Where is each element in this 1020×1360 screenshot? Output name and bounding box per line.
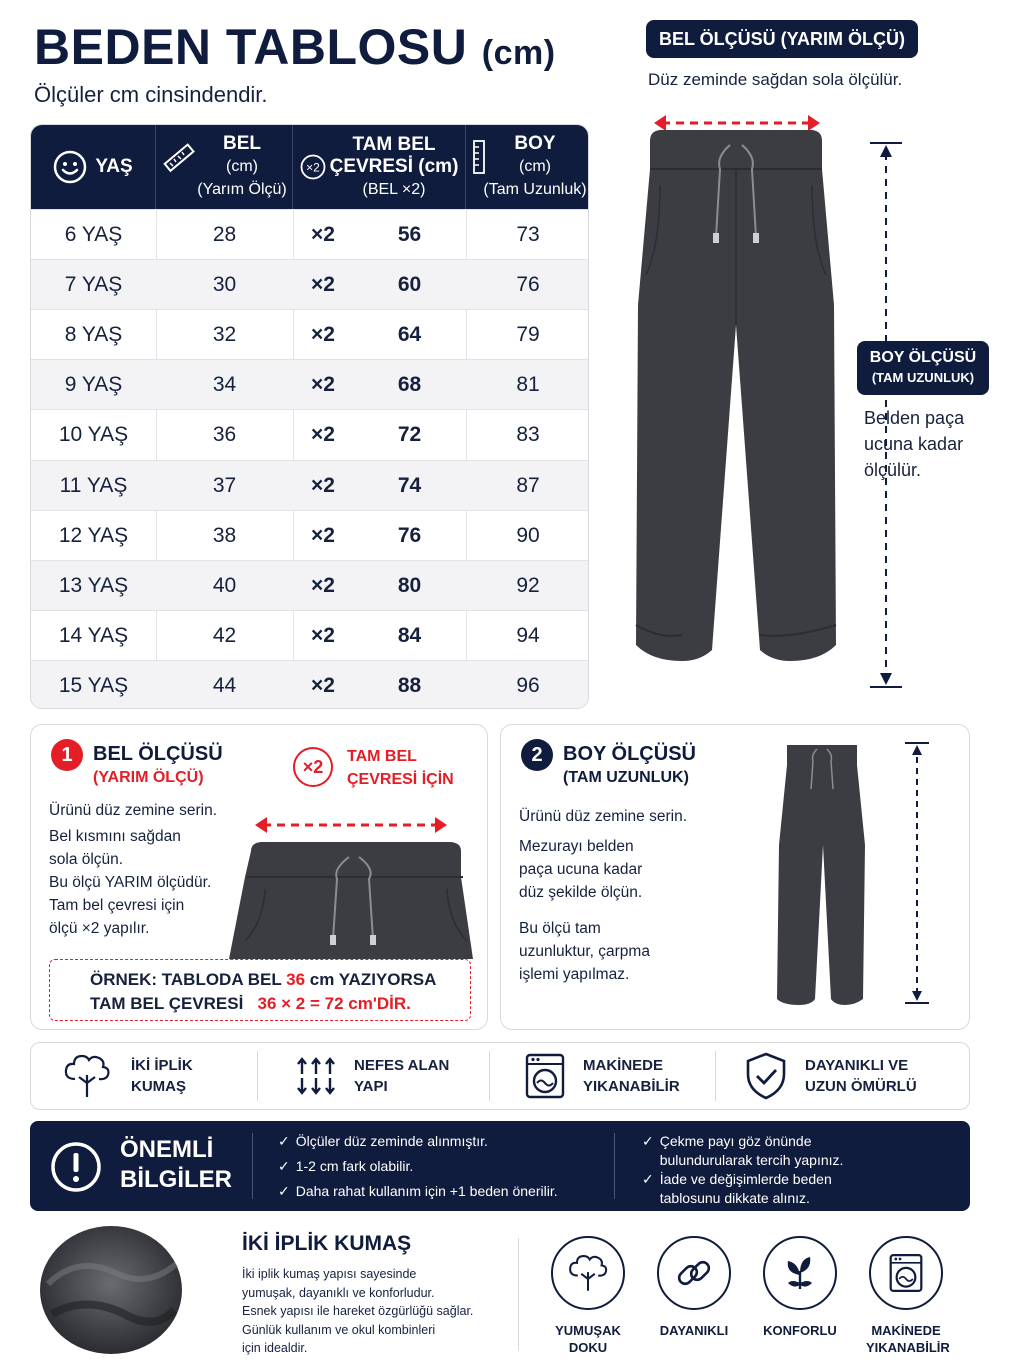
multiplier-cell: ×2 [311, 673, 335, 697]
washing-machine-icon [525, 1053, 565, 1099]
multiplier-cell: ×2 [311, 323, 335, 347]
title-unit: (cm) [481, 34, 556, 72]
age-cell: 14 YAŞ [58, 623, 129, 647]
shield-check-icon [745, 1052, 787, 1100]
bel-instructions-text: Ürünü düz zemine serin. Bel kısmını sağdan sola ölçün. Bu ölçü YARIM ölçüdür. Tam bel çevresi için ölçü ×2 yapılır. [49, 802, 217, 937]
pants-diagram [620, 105, 910, 695]
smiley-icon [53, 150, 87, 184]
fabric-texture-image [38, 1224, 184, 1356]
age-cell: 15 YAŞ [58, 673, 129, 697]
header-age: YAŞ [31, 125, 156, 209]
multiplier-cell: ×2 [311, 423, 335, 447]
boy-panel-subtitle: (TAM UZUNLUK) [563, 769, 689, 786]
feature-durable: DAYANIKLI VE UZUN ÖMÜRLÜ [745, 1043, 917, 1109]
multiplier-cell: ×2 [311, 223, 335, 246]
bottom-feature-comfort: KONFORLU [760, 1236, 840, 1339]
multiplier-cell: ×2 [311, 473, 335, 497]
table-row [31, 460, 589, 511]
cotton-icon [61, 1053, 113, 1099]
table-row [31, 610, 589, 661]
tam-bel-cell: 76 [397, 523, 422, 547]
boy-cell: 90 [516, 523, 540, 547]
tam-bel-cell: 74 [397, 473, 422, 497]
boy-cell: 83 [516, 423, 540, 447]
x2-icon [300, 154, 326, 180]
header-tam-bel: ×2 TAM BEL ÇEVRESİ (cm) (BEL ×2) [293, 125, 466, 209]
bottom-feature-durable: DAYANIKLI [654, 1236, 734, 1339]
table-row [31, 309, 589, 360]
age-cell: 10 YAŞ [58, 423, 129, 447]
bel-cell: 36 [212, 423, 237, 447]
table-header [31, 125, 589, 209]
bel-cell: 28 [212, 223, 237, 246]
feature-cotton: İKİ İPLİK KUMAŞ [61, 1043, 193, 1109]
boy-instructions-line1: Ürünü düz zemine serin. [519, 808, 687, 825]
info-item: ✓ Ölçüler düz zeminde alınmıştır. [278, 1133, 488, 1149]
bel-cell: 42 [212, 623, 237, 647]
table-row [31, 510, 589, 561]
measuring-tape-icon [472, 139, 486, 175]
tam-bel-cell: 64 [397, 323, 422, 347]
multiplier-cell: ×2 [311, 273, 335, 297]
fabric-title: İKİ İPLİK KUMAŞ [242, 1232, 412, 1255]
check-circle-icon: ✓ [642, 1133, 654, 1149]
bottom-feature-soft: YUMUŞAK DOKU [548, 1236, 628, 1356]
age-cell: 12 YAŞ [58, 523, 129, 547]
boy-cell: 96 [516, 673, 540, 697]
fabric-description: İki iplik kumaş yapısı sayesinde yumuşak, dayanıklı ve konforludur. Esnek yapısı ile hareket özgürlüğü sağlar. Günlük kullanım ve okul kombinleri için idealdir. [242, 1267, 474, 1355]
features-row [30, 1042, 970, 1110]
example-box: ÖRNEK: TABLODA BEL 36 cm YAZIYORSA TAM BEL ÇEVRESİ 36 × 2 = 72 cm'DİR. [49, 959, 471, 1021]
boy-instructions-panel [500, 724, 970, 1030]
bel-cell: 40 [212, 573, 237, 597]
ruler-icon [161, 141, 195, 175]
boy-cell: 92 [516, 573, 540, 597]
bel-cell: 38 [212, 523, 237, 547]
table-row [31, 259, 589, 310]
boy-instructions-para3: Bu ölçü tam uzunluktur, çarpma işlemi yapılmaz. [519, 920, 650, 983]
boy-instructions-para2: Mezurayı belden paça ucuna kadar düz şekilde ölçün. [519, 838, 643, 901]
info-item: ✓ İade ve değişimlerde beden tablosunu dikkate alınız. [642, 1171, 832, 1206]
check-circle-icon: ✓ [278, 1183, 290, 1199]
age-cell: 7 YAŞ [64, 273, 123, 297]
boy-cell: 76 [516, 273, 540, 297]
boy-cell: 81 [516, 373, 540, 397]
bel-instructions-panel [30, 724, 488, 1030]
age-cell: 6 YAŞ [64, 223, 123, 246]
feature-washable: MAKİNEDE YIKANABİLİR [525, 1043, 680, 1109]
tam-bel-cell: 68 [397, 373, 422, 397]
header-bel: BEL (cm) (Yarım Ölçü) [156, 125, 293, 209]
header-boy: BOY (cm) (Tam Uzunluk) [466, 125, 589, 209]
tam-bel-cell: 88 [397, 673, 422, 697]
tam-bel-cell: 80 [397, 573, 422, 597]
bel-panel-title: BEL ÖLÇÜSÜ [93, 743, 223, 765]
boy-cell: 87 [516, 473, 540, 497]
airflow-icon [296, 1056, 336, 1096]
check-circle-icon: ✓ [278, 1133, 290, 1149]
table-row [31, 660, 589, 709]
boy-cell: 94 [516, 623, 540, 647]
page-subtitle: Ölçüler cm cinsindendir. [34, 82, 268, 107]
age-cell: 8 YAŞ [64, 323, 123, 347]
info-item: ✓ Çekme payı göz önünde bulundurularak tercih yapınız. [642, 1133, 844, 1168]
leaf-icon [780, 1253, 820, 1293]
table-row [31, 409, 589, 460]
info-item: ✓ 1-2 cm fark olabilir. [278, 1158, 414, 1174]
bel-panel-subtitle: (YARIM ÖLÇÜ) [93, 769, 204, 786]
info-title: ÖNEMLİ BİLGİLER [120, 1136, 232, 1193]
bel-cell: 34 [212, 373, 237, 397]
table-row [31, 359, 589, 410]
boy-measure-desc: Belden paça ucuna kadar ölçülür. [864, 408, 965, 480]
age-cell: 9 YAŞ [64, 373, 123, 397]
boy-panel-title: BOY ÖLÇÜSÜ [563, 743, 696, 765]
multiplier-cell: ×2 [311, 623, 335, 647]
feature-airflow: NEFES ALAN YAPI [296, 1043, 449, 1109]
step-2-badge: 2 [521, 739, 553, 771]
table-row [31, 560, 589, 611]
pants-small-image [771, 735, 961, 1025]
boy-cell: 73 [516, 223, 540, 246]
boy-measure-label: BOY ÖLÇÜSÜ (TAM UZUNLUK) [857, 341, 989, 395]
svg-text:×2: ×2 [305, 160, 320, 175]
bel-measure-label: BEL ÖLÇÜSÜ (YARIM ÖLÇÜ) [646, 20, 918, 58]
tam-bel-cell: 84 [397, 623, 422, 647]
tam-bel-cell: 56 [397, 223, 422, 246]
step-1-badge: 1 [51, 739, 83, 771]
tam-bel-cell: 72 [397, 423, 422, 447]
bottom-feature-washable: MAKİNEDE YIKANABİLİR [866, 1236, 946, 1356]
waist-arrow [654, 115, 820, 131]
washing-machine-icon [889, 1253, 923, 1293]
x2-badge: ×2 [293, 747, 333, 787]
bel-cell: 37 [212, 473, 237, 497]
boy-cell: 79 [516, 323, 540, 347]
multiplier-cell: ×2 [311, 523, 335, 547]
age-cell: 11 YAŞ [59, 473, 128, 497]
bel-cell: 32 [212, 323, 237, 347]
bel-cell: 44 [212, 673, 237, 697]
age-cell: 13 YAŞ [58, 573, 129, 597]
x2-label: TAM BEL ÇEVRESİ İÇİN [347, 748, 454, 788]
chain-link-icon [674, 1253, 714, 1293]
exclamation-icon [50, 1141, 102, 1193]
pants-image [636, 130, 836, 661]
page-title: BEDEN TABLOSU (cm) [34, 19, 556, 75]
bel-measure-desc: Düz zeminde sağdan sola ölçülür. [648, 70, 903, 89]
size-table [30, 124, 589, 709]
multiplier-cell: ×2 [311, 373, 335, 397]
check-circle-icon: ✓ [278, 1158, 290, 1174]
important-info-bar [30, 1121, 970, 1211]
table-row [31, 209, 589, 260]
check-circle-icon: ✓ [642, 1171, 654, 1187]
bel-cell: 30 [212, 273, 237, 297]
tam-bel-cell: 60 [397, 273, 422, 297]
multiplier-cell: ×2 [311, 573, 335, 597]
cotton-icon [566, 1253, 610, 1293]
info-item: ✓ Daha rahat kullanım için +1 beden önerilir. [278, 1183, 558, 1199]
waist-closeup-image [227, 813, 477, 959]
